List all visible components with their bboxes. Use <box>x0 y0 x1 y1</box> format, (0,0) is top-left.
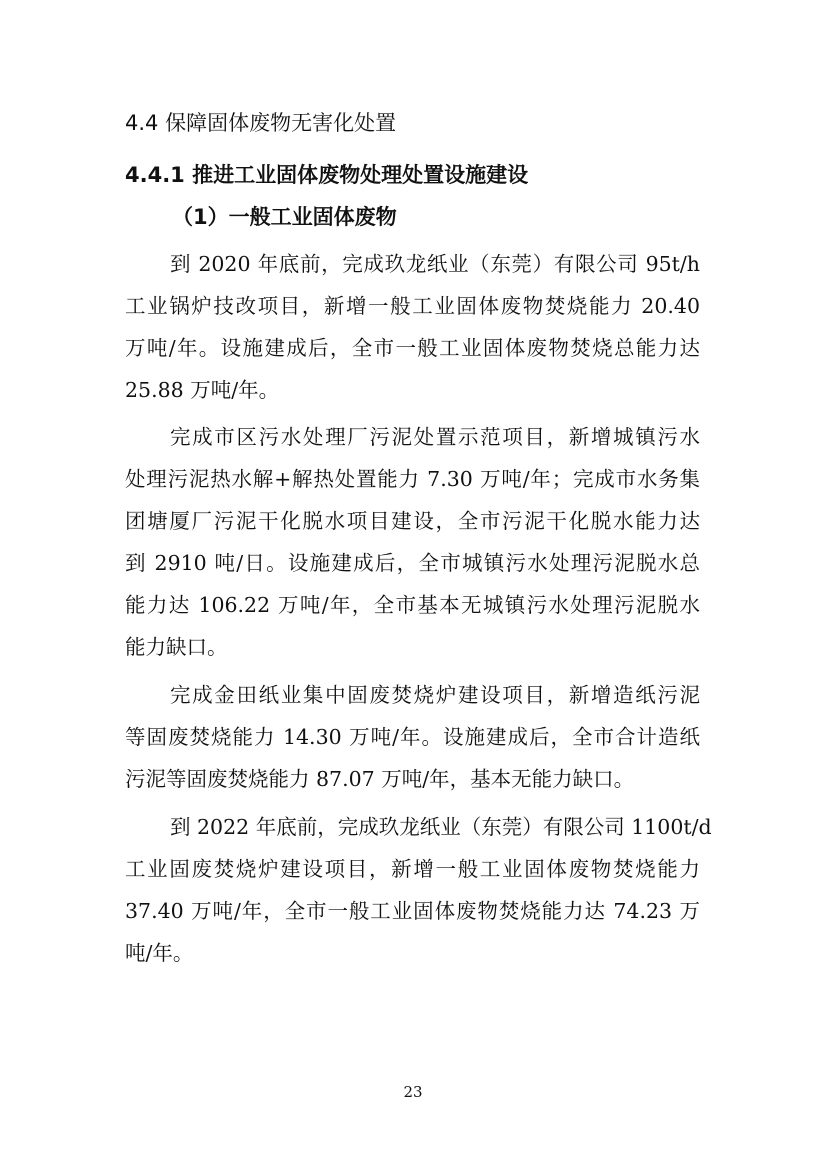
page-number: 23 <box>403 1083 423 1101</box>
paragraph-line: 完成市区污水处理厂污泥处置示范项目，新增城镇污水 <box>170 425 700 449</box>
paragraph-line: 污泥等固废焚烧能力 87.07 万吨/年，基本无能力缺口。 <box>125 767 635 791</box>
paragraph-line: 能力达 106.22 万吨/年，全市基本无城镇污水处理污泥脱水 <box>125 593 700 617</box>
paragraph-line: 万吨/年。设施建成后，全市一般工业固体废物焚烧总能力达 <box>125 336 700 360</box>
paragraph-line: 到 2022 年底前，完成玖龙纸业（东莞）有限公司 1100t/d <box>170 815 712 839</box>
paragraph-line: 能力缺口。 <box>125 635 228 659</box>
paragraph-4 <box>125 806 712 974</box>
paragraph-2 <box>125 416 700 668</box>
paragraph-1 <box>125 243 700 411</box>
subsubsection-heading: （1）一般工业固体废物 <box>172 205 397 229</box>
paragraph-line: 工业锅炉技改项目，新增一般工业固体废物焚烧能力 20.40 <box>125 294 700 318</box>
section-heading: 4.4 保障固体废物无害化处置 <box>125 111 397 135</box>
paragraph-line: 25.88 万吨/年。 <box>125 378 280 402</box>
paragraph-line: 处理污泥热水解+解热处置能力 7.30 万吨/年；完成市水务集 <box>125 467 700 491</box>
paragraph-line: 等固废焚烧能力 14.30 万吨/年。设施建成后，全市合计造纸 <box>125 725 700 749</box>
paragraph-line: 37.40 万吨/年，全市一般工业固体废物焚烧能力达 74.23 万 <box>125 899 700 923</box>
paragraph-line: 到 2910 吨/日。设施建成后，全市城镇污水处理污泥脱水总 <box>125 551 700 575</box>
subsection-heading: 4.4.1 推进工业固体废物处理处置设施建设 <box>125 163 529 187</box>
paragraph-line: 吨/年。 <box>125 941 194 965</box>
paragraph-line: 完成金田纸业集中固废焚烧炉建设项目，新增造纸污泥 <box>170 683 700 707</box>
paragraph-line: 团塘厦厂污泥干化脱水项目建设，全市污泥干化脱水能力达 <box>125 509 700 533</box>
paragraph-line: 到 2020 年底前，完成玖龙纸业（东莞）有限公司 95t/h <box>170 252 700 276</box>
paragraph-line: 工业固废焚烧炉建设项目，新增一般工业固体废物焚烧能力 <box>125 857 700 881</box>
paragraph-3 <box>125 674 700 800</box>
